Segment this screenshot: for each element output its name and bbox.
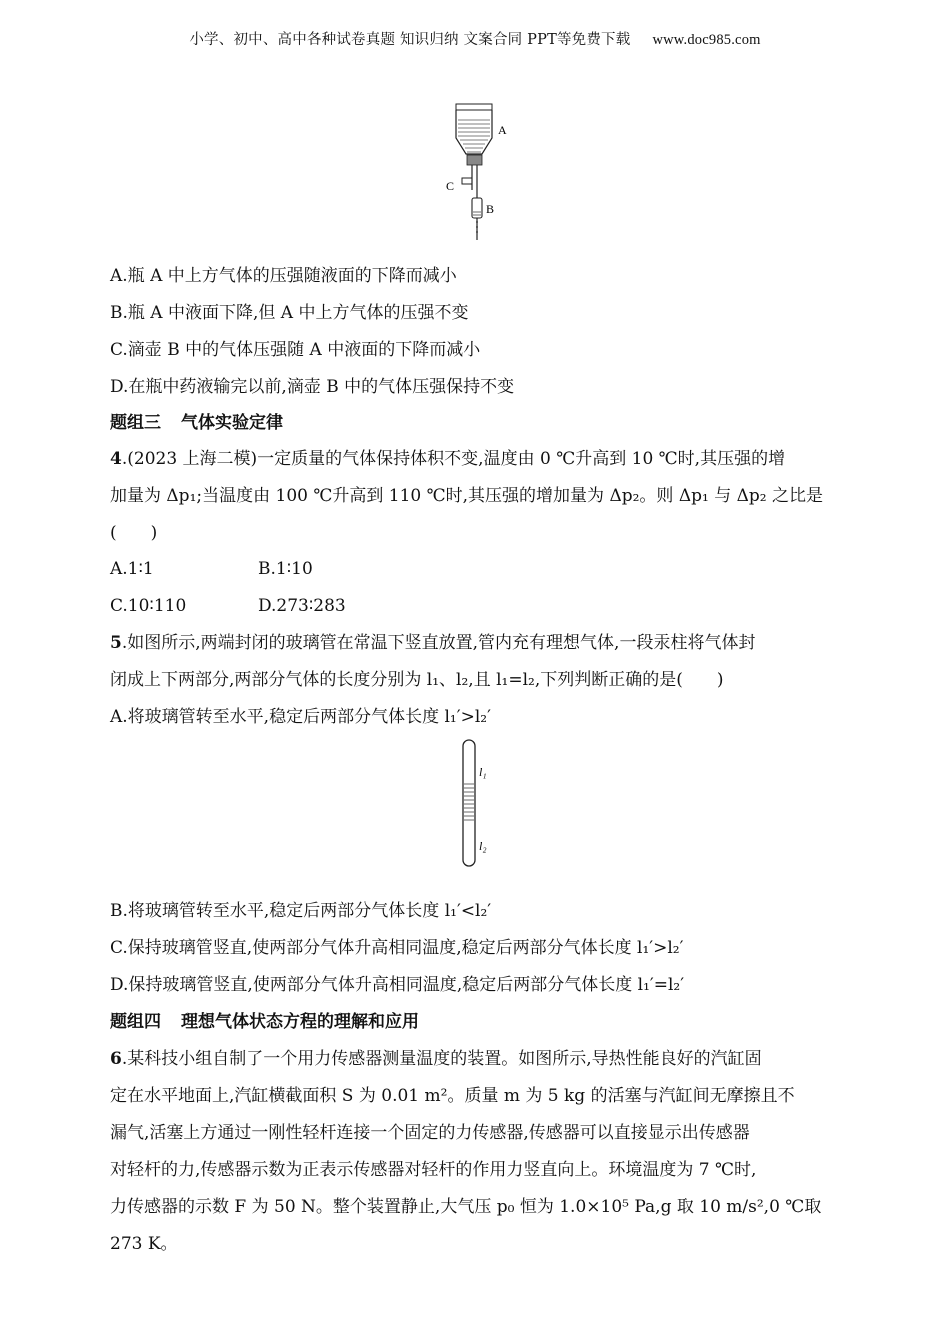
label-l2: l₂ xyxy=(479,839,487,853)
label-c: C xyxy=(446,179,455,193)
q6-line-1 xyxy=(110,1048,762,1070)
section-3-label: 题组三 xyxy=(110,413,161,433)
q5-option-d: D.保持玻璃管竖直,使两部分气体升高相同温度,稳定后两部分气体长度 l₁′=l₂′ xyxy=(110,975,685,995)
tube-c xyxy=(462,178,472,184)
q4-option-b: B.1∶10 xyxy=(258,559,313,579)
q4-line-2: 加量为 Δp₁;当温度由 100 ℃升高到 110 ℃时,其压强的增加量为 Δp₂。则 Δp₁ 与 Δp₂ 之比是 xyxy=(110,486,823,506)
q6-number: 6 xyxy=(110,1049,122,1069)
q4-line-3: ( ) xyxy=(110,523,158,543)
stopper xyxy=(467,155,482,165)
q4-option-a: A.1∶1 xyxy=(110,559,154,579)
q4-option-d: D.273∶283 xyxy=(258,596,346,616)
section-3-title xyxy=(110,412,283,434)
q4-text-1: .(2023 上海二模)一定质量的气体保持体积不变,温度由 0 ℃升高到 10 ℃时,其压强的增 xyxy=(121,449,786,469)
q6-line-2: 定在水平地面上,汽缸横截面积 S 为 0.01 m²。质量 m 为 5 kg 的活塞与汽缸间无摩擦且不 xyxy=(110,1086,795,1106)
q6-line-6: 273 K。 xyxy=(110,1234,178,1254)
q5-text-1: .如图所示,两端封闭的玻璃管在常温下竖直放置,管内充有理想气体,一段汞柱将气体封 xyxy=(121,633,756,653)
q6-text-1: .某科技小组自制了一个用力传感器测量温度的装置。如图所示,导热性能良好的汽缸固 xyxy=(121,1049,762,1069)
q6-line-3: 漏气,活塞上方通过一刚性轻杆连接一个固定的力传感器,传感器可以直接显示出传感器 xyxy=(110,1123,750,1143)
header-site: www.doc985.com xyxy=(652,32,761,48)
page-header xyxy=(0,28,950,49)
q5-option-a: A.将玻璃管转至水平,稳定后两部分气体长度 l₁′>l₂′ xyxy=(110,707,491,727)
iv-drip-figure xyxy=(436,100,516,242)
section-4-heading: 理想气体状态方程的理解和应用 xyxy=(181,1012,419,1032)
q3-option-d: D.在瓶中药液输完以前,滴壶 B 中的气体压强保持不变 xyxy=(110,377,515,397)
section-4-title xyxy=(110,1011,419,1033)
bottle-a xyxy=(456,104,492,110)
label-a: A xyxy=(498,123,507,137)
q3-option-c: C.滴壶 B 中的气体压强随 A 中液面的下降而减小 xyxy=(110,340,481,360)
q3-option-a: A.瓶 A 中上方气体的压强随液面的下降而减小 xyxy=(110,266,457,286)
q3-option-b: B.瓶 A 中液面下降,但 A 中上方气体的压强不变 xyxy=(110,303,469,323)
q4-number: 4 xyxy=(110,449,122,469)
liquid-hatch xyxy=(458,120,490,152)
q6-line-4: 对轻杆的力,传感器示数为正表示传感器对轻杆的作用力竖直向上。环境温度为 7 ℃时, xyxy=(110,1160,757,1180)
section-3-heading: 气体实验定律 xyxy=(181,413,283,433)
q6-line-5: 力传感器的示数 F 为 50 N。整个装置静止,大气压 p₀ 恒为 1.0×10⁵ Pa,g 取 10 m/s²,0 ℃取 xyxy=(110,1197,822,1217)
q4-line-1 xyxy=(110,448,785,470)
label-l1: l₁ xyxy=(479,765,487,779)
label-b: B xyxy=(486,202,495,216)
header-text: 小学、初中、高中各种试卷真题 知识归纳 文案合同 PPT等免费下载 xyxy=(189,32,631,48)
q5-number: 5 xyxy=(110,633,122,653)
q4-option-c: C.10∶110 xyxy=(110,596,187,616)
q5-option-c: C.保持玻璃管竖直,使两部分气体升高相同温度,稳定后两部分气体长度 l₁′>l₂′ xyxy=(110,938,684,958)
q5-line-1 xyxy=(110,632,755,654)
glass-tube-figure xyxy=(458,738,498,870)
section-4-label: 题组四 xyxy=(110,1012,161,1032)
q5-line-2: 闭成上下两部分,两部分气体的长度分别为 l₁、l₂,且 l₁=l₂,下列判断正确的是( ) xyxy=(110,670,724,690)
q5-option-b: B.将玻璃管转至水平,稳定后两部分气体长度 l₁′<l₂′ xyxy=(110,901,492,921)
